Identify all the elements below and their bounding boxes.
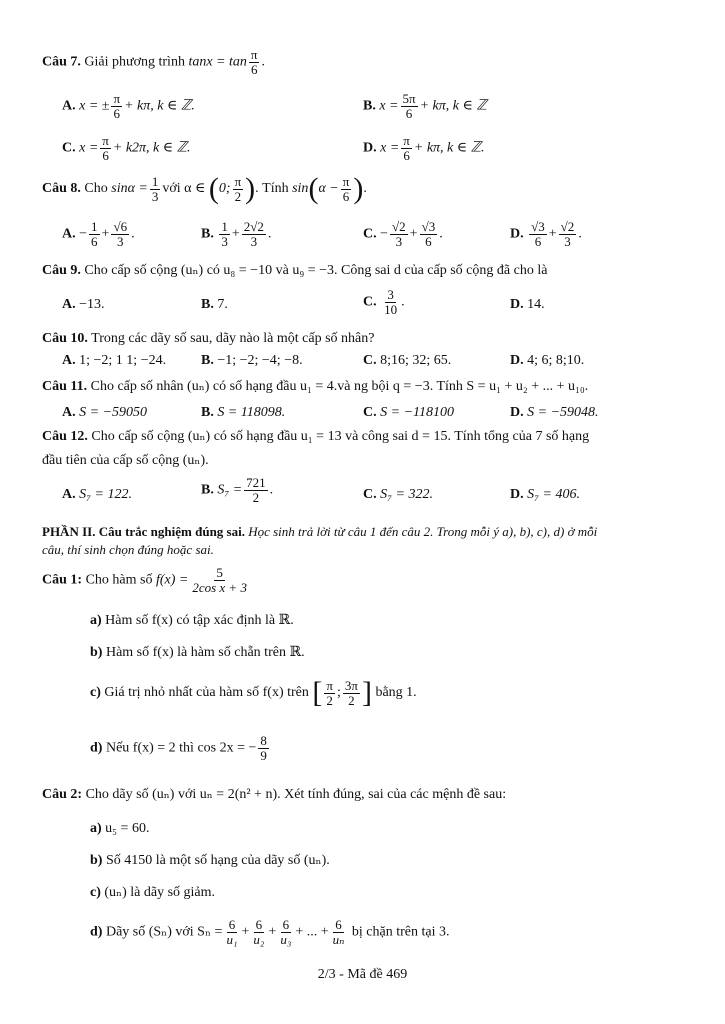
- q8-option-d[interactable]: D. $\frac{√3}{6}$ + $\frac{√2}{3}$ .: [510, 219, 582, 249]
- q12-option-c[interactable]: C. S₇ = 322.: [363, 487, 433, 502]
- c2-statement-d[interactable]: d) Dãy số (Sₙ) với Sₙ = $\frac{6}{\text{u₁}}$ + $\frac{6}{\text{u₂}}$ + $\frac{6}{\text{u₃}}$ + ... + $\frac{6}{\text{uₙ}}$ bị chặn trên tại 3.: [90, 917, 450, 947]
- q11-option-b[interactable]: B. S = 118098.: [201, 405, 286, 420]
- q7-option-b[interactable]: B. x = $\frac{5\pi}{6}$ + kπ, k ∈ ℤ: [363, 91, 487, 121]
- c1-statement-b[interactable]: b) Hàm số f(x) là hàm số chẵn trên ℝ.: [90, 645, 305, 660]
- page-footer: 2/3 - Mã đề 469: [317, 967, 408, 982]
- q11-stem: Câu 11. Cho cấp số nhân (uₙ) có số hạng đầu u₁ = 4.và ng bội q = −3. Tính S = u₁ + u₂ + ... + u₁₀.: [42, 379, 589, 394]
- q12-stem-line2: đầu tiên của cấp số cộng (uₙ).: [42, 453, 209, 468]
- q12-stem-line1: Câu 12. Cho cấp số cộng (uₙ) có số hạng đầu u₁ = 13 và công sai d = 15. Tính tổng của 7 số hạng: [42, 429, 590, 444]
- c1-stem: Câu 1: Cho hàm số f(x) = $\frac{5}{\text{2cos x + 3}}$: [42, 565, 247, 595]
- q10-option-a[interactable]: A. 1; −2; 1 1; −24.: [62, 353, 167, 368]
- q10-option-c[interactable]: C. 8;16; 32; 65.: [363, 353, 452, 368]
- q11-option-a[interactable]: A. S = −59050: [62, 405, 148, 420]
- c1-statement-c[interactable]: c) Giá trị nhỏ nhất của hàm số f(x) trên [ $\frac{\pi}{2}$ ; $\frac{3\pi}{2}$ ] bằng 1.: [90, 676, 417, 709]
- q10-option-d[interactable]: D. 4; 6; 8;10.: [510, 353, 585, 368]
- part2-instruction: câu, thí sinh chọn đúng hoặc sai.: [42, 542, 214, 557]
- q10-stem: Câu 10. Trong các dãy số sau, dãy nào là một cấp số nhân?: [42, 331, 375, 346]
- q9-option-c[interactable]: C. $\frac{3}{10}$ .: [363, 287, 405, 317]
- c2-statement-b[interactable]: b) Số 4150 là một số hạng của dãy số (uₙ).: [90, 853, 330, 868]
- q11-option-d[interactable]: D. S = −59048.: [510, 405, 599, 420]
- q9-option-a[interactable]: A. −13.: [62, 297, 105, 312]
- q7-option-a[interactable]: A. x = ± $\frac{\pi}{6}$ + kπ, k ∈ ℤ.: [62, 91, 195, 121]
- q8-option-a[interactable]: A. − $\frac{1}{6}$ + $\frac{√6}{3}$ .: [62, 219, 135, 249]
- q7-text: Giải phương trình: [84, 54, 185, 70]
- q9-option-d[interactable]: D. 14.: [510, 297, 545, 312]
- c2-stem: Câu 2: Cho dãy số (uₙ) với uₙ = 2(n² + n). Xét tính đúng, sai của các mệnh đề sau:: [42, 787, 507, 802]
- q7-label: Câu 7.: [42, 54, 81, 70]
- q8-option-b[interactable]: B. $\frac{1}{3}$ + $\frac{2√2}{3}$ .: [201, 219, 272, 249]
- q11-option-c[interactable]: C. S = −118100: [363, 405, 454, 420]
- q8-stem: Câu 8. Cho sinα = $\frac{1}{3}$ với α ∈ (0; $\frac{\pi}{2}$ ). Tính sin(α − $\frac{\pi}{6}$ ).: [42, 172, 367, 205]
- q9-stem: Câu 9. Cho cấp số cộng (uₙ) có u₈ = −10 và u₉ = −3. Công sai d của cấp số cộng đã cho là: [42, 263, 548, 278]
- q10-option-b[interactable]: B. −1; −2; −4; −8.: [201, 353, 303, 368]
- part2-heading: PHẦN II. Câu trắc nghiệm đúng sai. Học sinh trả lời từ câu 1 đến câu 2. Trong mỗi ý a), b), c), d) ở mỗi: [42, 524, 598, 539]
- q7-stem: Câu 7. Giải phương trình tanx = tan $\frac{\pi}{6}$ .: [42, 47, 265, 77]
- c2-statement-c[interactable]: c) (uₙ) là dãy số giảm.: [90, 885, 216, 900]
- c1-statement-a[interactable]: a) Hàm số f(x) có tập xác định là ℝ.: [90, 613, 294, 628]
- q9-option-b[interactable]: B. 7.: [201, 297, 228, 312]
- q12-option-a[interactable]: A. S₇ = 122.: [62, 487, 132, 502]
- q12-option-b[interactable]: B. S₇ = $\frac{721}{2}$ .: [201, 475, 274, 505]
- c1-statement-d[interactable]: d) Nếu f(x) = 2 thì cos 2x = − $\frac{8}{9}$: [90, 733, 267, 763]
- q7-eq-lhs: tanx = tan: [188, 54, 247, 70]
- q12-option-d[interactable]: D. S₇ = 406.: [510, 487, 580, 502]
- q8-option-c[interactable]: C. − $\frac{√2}{3}$ + $\frac{√3}{6}$ .: [363, 219, 443, 249]
- q7-option-c[interactable]: C. x = $\frac{\pi}{6}$ + k2π, k ∈ ℤ.: [62, 133, 191, 163]
- c2-statement-a[interactable]: a) u₅ = 60.: [90, 821, 150, 836]
- q7-option-d[interactable]: D. x = $\frac{\pi}{6}$ + kπ, k ∈ ℤ.: [363, 133, 485, 163]
- q7-eq-frac: $\frac{\pi}{6}$: [250, 47, 258, 77]
